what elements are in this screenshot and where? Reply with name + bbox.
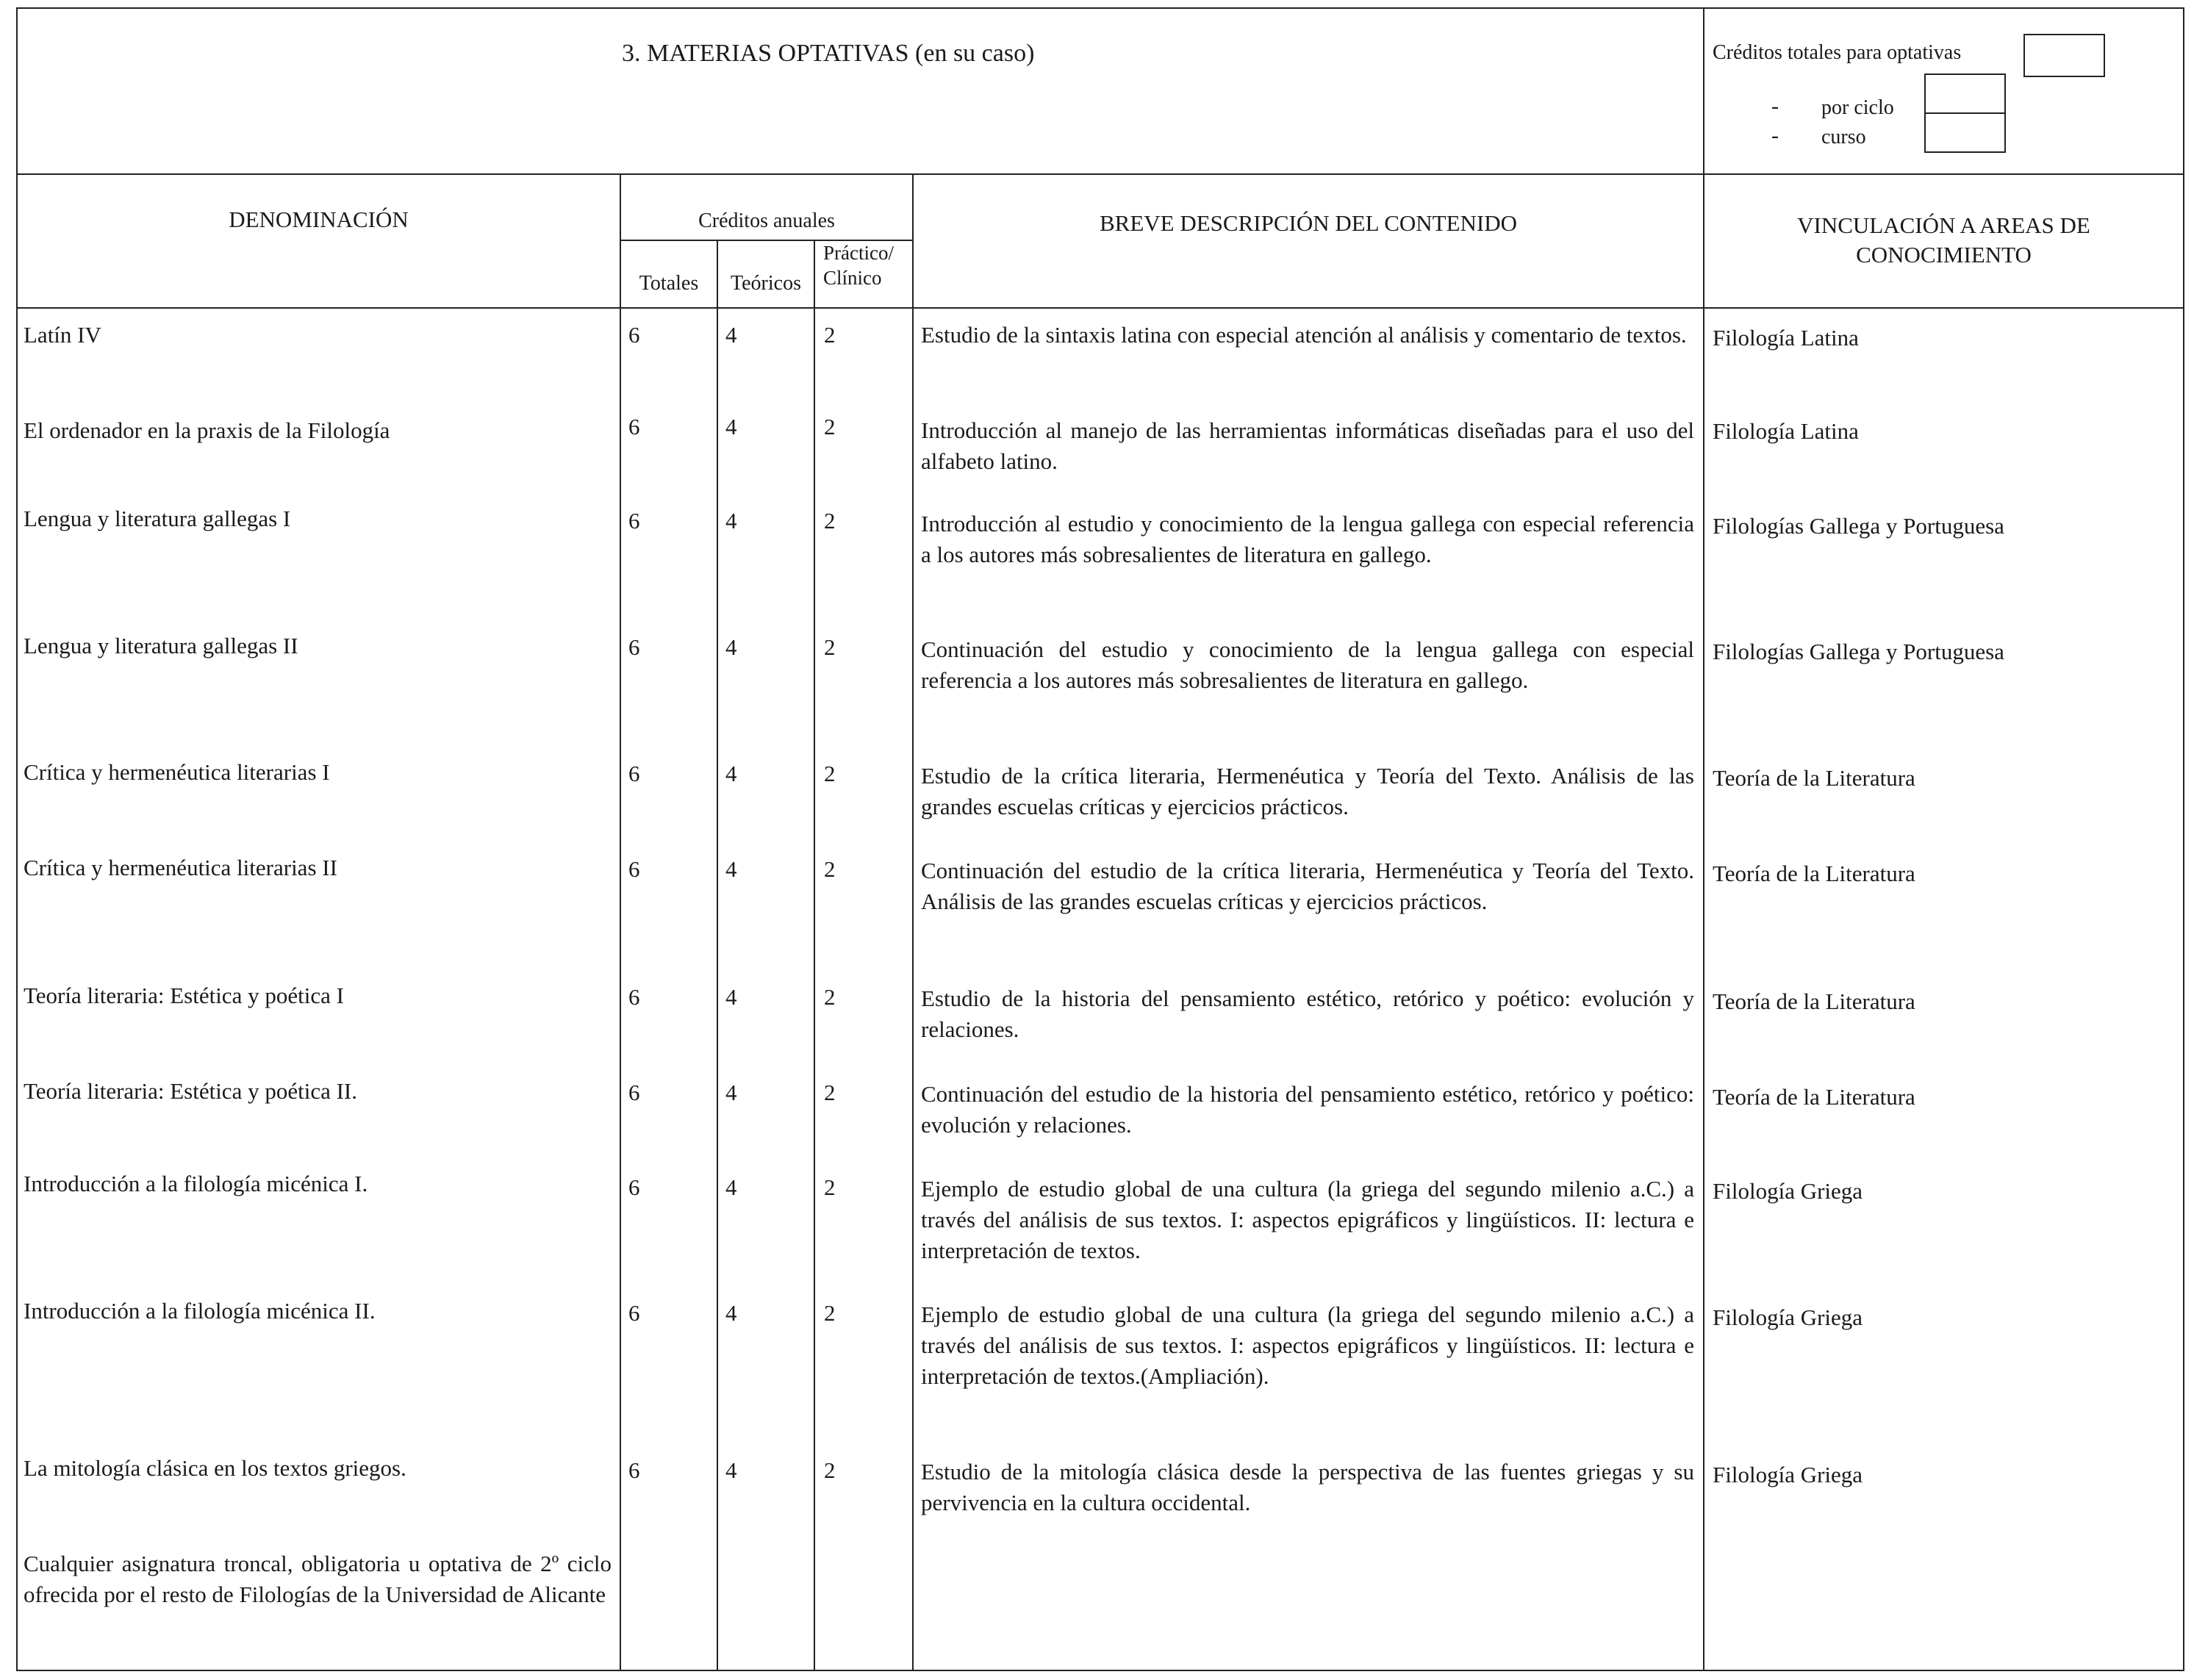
row-2-teoricos: 4	[725, 414, 737, 439]
row-2-area: Filología Latina	[1713, 418, 1859, 444]
row-4-totales: 6	[628, 634, 640, 660]
row-8-teoricos: 4	[725, 1080, 737, 1105]
descripcion-header: BREVE DESCRIPCIÓN DEL CONTENIDO	[1099, 210, 1518, 236]
col-divider-totales	[717, 240, 718, 1671]
row-1-area: Filología Latina	[1713, 325, 1859, 351]
row-7-denominacion: Teoría literaria: Estética y poética I	[24, 983, 344, 1008]
row-2-descripcion: Introducción al manejo de las herramientas informáticas diseñadas para el uso del alfabeto latino.	[921, 417, 1694, 474]
row-1-teoricos: 4	[725, 322, 737, 348]
row-10-denominacion: Introducción a la filología micénica II.	[24, 1298, 376, 1324]
curso-dash: -	[1771, 123, 1779, 148]
col-divider-descripcion	[1703, 173, 1704, 1671]
row-9-totales: 6	[628, 1174, 640, 1200]
row-5-area: Teoría de la Literatura	[1713, 765, 1915, 791]
row-6-practicos: 2	[824, 856, 836, 882]
teoricos-header: Teóricos	[730, 272, 801, 295]
row-4-area: Filologías Gallega y Portuguesa	[1713, 639, 2004, 664]
row-2-denominacion: El ordenador en la praxis de la Filología	[24, 417, 390, 443]
row-9-denominacion: Introducción a la filología micénica I.	[24, 1171, 368, 1196]
row-8-totales: 6	[628, 1080, 640, 1105]
row-3-teoricos: 4	[725, 508, 737, 534]
curso-box[interactable]	[1924, 112, 2006, 153]
row-7-teoricos: 4	[725, 984, 737, 1010]
row-5-descripcion: Estudio de la crítica literaria, Hermenéutica y Teoría del Texto. Análisis de las grandes escuelas críticas y ejercicios prácticos.	[921, 763, 1694, 819]
row-1-descripcion: Estudio de la sintaxis latina con especial atención al análisis y comentario de textos.	[921, 322, 1687, 348]
row-8-denominacion: Teoría literaria: Estética y poética II.	[24, 1078, 357, 1104]
header-bottom-rule	[16, 173, 2184, 175]
row-4-practicos: 2	[824, 634, 836, 660]
row-4-denominacion: Lengua y literatura gallegas II	[24, 633, 298, 658]
practico-header: Práctico/	[823, 242, 894, 264]
header-divider	[1703, 7, 1704, 175]
row-6-teoricos: 4	[725, 856, 737, 882]
bottom-border	[16, 1670, 2184, 1671]
row-11-teoricos: 4	[725, 1457, 737, 1483]
vinculacion-header-line2: CONOCIMIENTO	[1856, 242, 2032, 268]
row-3-denominacion: Lengua y literatura gallegas I	[24, 506, 291, 531]
row-8-descripcion: Continuación del estudio de la historia del pensamiento estético, retórico y poético: evolución y relaciones.	[921, 1081, 1694, 1138]
row-12-denominacion: Cualquier asignatura troncal, obligatoria u optativa de 2º ciclo ofrecida por el resto de Filologías de la Universidad de Alicante	[24, 1551, 612, 1607]
row-2-practicos: 2	[824, 414, 836, 439]
row-1-practicos: 2	[824, 322, 836, 348]
creditos-totales-box[interactable]	[2023, 34, 2105, 77]
row-7-practicos: 2	[824, 984, 836, 1010]
row-7-totales: 6	[628, 984, 640, 1010]
row-10-totales: 6	[628, 1300, 640, 1326]
creditos-totales-label: Créditos totales para optativas	[1713, 41, 1962, 64]
row-3-practicos: 2	[824, 508, 836, 534]
top-border	[16, 7, 2184, 9]
curso-label: curso	[1821, 126, 1866, 148]
row-11-descripcion: Estudio de la mitología clásica desde la perspectiva de las fuentes griegas y su pervivencia en la cultura occidental.	[921, 1459, 1694, 1515]
clinico-header: Clínico	[823, 267, 882, 289]
row-7-area: Teoría de la Literatura	[1713, 988, 1915, 1014]
row-3-totales: 6	[628, 508, 640, 534]
row-10-practicos: 2	[824, 1300, 836, 1326]
row-11-practicos: 2	[824, 1457, 836, 1483]
row-10-teoricos: 4	[725, 1300, 737, 1326]
row-6-area: Teoría de la Literatura	[1713, 861, 1915, 886]
row-7-descripcion: Estudio de la historia del pensamiento estético, retórico y poético: evolución y relaciones.	[921, 986, 1694, 1042]
row-1-denominacion: Latín IV	[24, 322, 101, 348]
row-1-totales: 6	[628, 322, 640, 348]
row-11-totales: 6	[628, 1457, 640, 1483]
por-ciclo-label: por ciclo	[1821, 96, 1894, 119]
por-ciclo-dash: -	[1771, 94, 1779, 118]
creditos-anuales-header: Créditos anuales	[698, 209, 835, 232]
right-border	[2183, 7, 2184, 1671]
row-5-practicos: 2	[824, 761, 836, 786]
col-divider-creditos	[912, 173, 914, 1671]
row-5-totales: 6	[628, 761, 640, 786]
row-9-descripcion: Ejemplo de estudio global de una cultura (la griega del segundo milenio a.C.) a través del análisis de sus textos. I: aspectos epigráficos y lingüísticos. II: lectura e interpretación de textos.	[921, 1176, 1694, 1263]
row-9-teoricos: 4	[725, 1174, 737, 1200]
column-header-bottom-rule	[16, 307, 2184, 309]
denominacion-header: DENOMINACIÓN	[229, 207, 409, 232]
totales-header: Totales	[639, 272, 699, 295]
row-6-descripcion: Continuación del estudio de la crítica literaria, Hermenéutica y Teoría del Texto. Análisis de las grandes escuelas críticas y ejercicios prácticos.	[921, 858, 1694, 914]
row-4-descripcion: Continuación del estudio y conocimiento de la lengua gallega con especial referencia a los autores más sobresalientes de literatura en gallego.	[921, 636, 1694, 693]
col-divider-teoricos	[814, 240, 815, 1671]
row-8-practicos: 2	[824, 1080, 836, 1105]
left-border	[16, 7, 18, 1671]
row-4-teoricos: 4	[725, 634, 737, 660]
col-divider-denominacion	[620, 173, 621, 1671]
row-10-area: Filología Griega	[1713, 1304, 1863, 1330]
row-6-totales: 6	[628, 856, 640, 882]
section-title: 3. MATERIAS OPTATIVAS (en su caso)	[622, 40, 1035, 67]
row-8-area: Teoría de la Literatura	[1713, 1084, 1915, 1110]
row-5-teoricos: 4	[725, 761, 737, 786]
por-ciclo-box[interactable]	[1924, 73, 2006, 114]
row-10-descripcion: Ejemplo de estudio global de una cultura (la griega del segundo milenio a.C.) a través del análisis de sus textos. I: aspectos epigráficos y lingüísticos. II: lectura e interpretación de textos.(Ampliación).	[921, 1302, 1694, 1389]
row-9-practicos: 2	[824, 1174, 836, 1200]
row-6-denominacion: Crítica y hermenéutica literarias II	[24, 855, 337, 880]
row-9-area: Filología Griega	[1713, 1178, 1863, 1204]
row-2-totales: 6	[628, 414, 640, 439]
vinculacion-header-line1: VINCULACIÓN A AREAS DE	[1797, 212, 2090, 238]
row-11-denominacion: La mitología clásica en los textos griegos.	[24, 1455, 406, 1481]
row-11-area: Filología Griega	[1713, 1462, 1863, 1487]
row-3-area: Filologías Gallega y Portuguesa	[1713, 513, 2004, 539]
row-3-descripcion: Introducción al estudio y conocimiento de la lengua gallega con especial referencia a los autores más sobresalientes de literatura en gallego.	[921, 511, 1694, 567]
row-5-denominacion: Crítica y hermenéutica literarias I	[24, 759, 330, 785]
